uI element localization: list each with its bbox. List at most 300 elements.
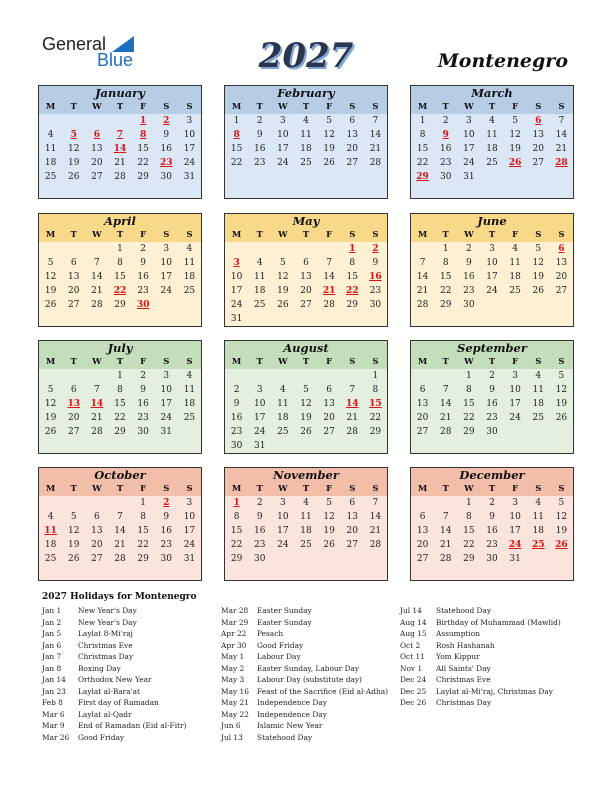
empty-cell bbox=[248, 312, 271, 326]
date-cell: 21 bbox=[369, 526, 382, 536]
date-cell: 17 bbox=[160, 272, 172, 282]
date-cell: 23 bbox=[463, 286, 475, 296]
weekday-label: M bbox=[417, 102, 428, 112]
week-row bbox=[225, 156, 387, 170]
holiday-date: May 22 bbox=[221, 709, 249, 719]
holiday-name: Islamic New Year bbox=[257, 721, 323, 730]
holiday-date: Oct 11 bbox=[400, 652, 425, 661]
date-cell: 19 bbox=[555, 526, 568, 536]
date-cell: 23 bbox=[230, 427, 243, 437]
date-cell: 11 bbox=[300, 130, 312, 140]
date-cell: 23 bbox=[137, 286, 149, 296]
date-cell: 17 bbox=[277, 526, 289, 536]
date-cell: 21 bbox=[555, 144, 568, 154]
weekday-header-row bbox=[225, 355, 387, 369]
date-cell: 7 bbox=[558, 116, 565, 126]
holiday-date-cell: 14 bbox=[346, 399, 359, 409]
empty-cell bbox=[294, 552, 317, 566]
date-cell: 22 bbox=[230, 540, 243, 550]
date-cell: 26 bbox=[67, 554, 80, 564]
date-cell: 17 bbox=[509, 526, 521, 536]
weekday-header-row bbox=[39, 355, 201, 369]
date-cell: 22 bbox=[369, 413, 382, 423]
date-cell: 31 bbox=[183, 172, 196, 182]
date-cell: 30 bbox=[230, 441, 243, 451]
date-cell: 22 bbox=[463, 413, 475, 423]
date-cell: 17 bbox=[183, 144, 196, 154]
empty-cell bbox=[527, 552, 550, 566]
empty-cell bbox=[527, 425, 550, 439]
holiday-date-cell: 2 bbox=[163, 498, 170, 508]
week-row bbox=[225, 439, 387, 453]
empty-cell bbox=[318, 312, 341, 326]
holiday-date-cell: 6 bbox=[535, 116, 542, 126]
date-cell: 29 bbox=[114, 300, 126, 310]
holiday-date: May 3 bbox=[221, 675, 245, 684]
empty-cell bbox=[62, 242, 85, 256]
date-cell: 16 bbox=[230, 413, 243, 423]
empty-cell bbox=[85, 369, 108, 383]
holiday-name: Yom Kippur bbox=[436, 652, 480, 661]
date-cell: 9 bbox=[489, 385, 495, 395]
weekday-label: M bbox=[45, 357, 56, 367]
holiday-date: Mar 28 bbox=[221, 606, 249, 615]
holiday-name: End of Ramadan (Eid al-Fitr) bbox=[78, 721, 187, 730]
weekday-label: T bbox=[256, 102, 263, 112]
date-cell: 27 bbox=[555, 286, 568, 296]
date-cell: 21 bbox=[91, 286, 103, 296]
date-cell: 15 bbox=[114, 399, 126, 409]
week-row bbox=[411, 552, 573, 566]
date-cell: 9 bbox=[489, 512, 495, 522]
week-row bbox=[225, 369, 387, 383]
weekday-label: W bbox=[92, 102, 102, 112]
empty-cell bbox=[550, 170, 573, 184]
date-cell: 11 bbox=[509, 258, 521, 268]
date-cell: 23 bbox=[253, 540, 266, 550]
weekday-label: T bbox=[116, 230, 124, 240]
date-cell: 16 bbox=[463, 272, 475, 282]
date-cell: 9 bbox=[233, 399, 240, 409]
date-cell: 3 bbox=[279, 116, 286, 126]
holiday-name: Good Friday bbox=[257, 640, 304, 650]
weekday-label: F bbox=[326, 484, 333, 494]
holiday-date-cell: 6 bbox=[93, 130, 100, 140]
date-cell: 2 bbox=[233, 385, 240, 395]
weekday-header-row bbox=[39, 100, 201, 114]
date-cell: 26 bbox=[44, 427, 57, 437]
weekday-label: T bbox=[116, 484, 124, 494]
date-cell: 5 bbox=[47, 385, 54, 395]
date-cell: 8 bbox=[419, 130, 426, 140]
date-cell: 24 bbox=[277, 158, 289, 168]
week-row bbox=[411, 538, 573, 552]
date-cell: 6 bbox=[326, 385, 332, 395]
date-cell: 14 bbox=[323, 272, 335, 282]
date-cell: 5 bbox=[558, 498, 565, 508]
date-cell: 25 bbox=[300, 540, 312, 550]
date-cell: 12 bbox=[509, 130, 521, 140]
date-cell: 11 bbox=[300, 512, 312, 522]
week-row bbox=[225, 298, 387, 312]
date-cell: 27 bbox=[67, 427, 80, 437]
weekday-label: F bbox=[326, 230, 333, 240]
empty-cell bbox=[550, 425, 573, 439]
weekday-label: T bbox=[488, 357, 496, 367]
weekday-label: T bbox=[442, 484, 449, 494]
date-cell: 25 bbox=[44, 172, 57, 182]
date-cell: 2 bbox=[256, 116, 263, 126]
date-cell: 19 bbox=[44, 286, 57, 296]
empty-cell bbox=[178, 425, 201, 439]
weekday-label: S bbox=[163, 102, 170, 112]
holiday-date: Aug 15 bbox=[400, 629, 427, 638]
date-cell: 24 bbox=[183, 540, 196, 550]
weekday-label: M bbox=[231, 357, 242, 367]
holiday-name: First day of Ramadan bbox=[78, 698, 159, 707]
weekday-label: M bbox=[231, 102, 242, 112]
weekday-label: T bbox=[302, 357, 310, 367]
holiday-column bbox=[42, 605, 186, 743]
date-cell: 28 bbox=[346, 427, 358, 437]
holiday-date: May 21 bbox=[221, 698, 249, 707]
date-cell: 28 bbox=[323, 300, 335, 310]
date-cell: 10 bbox=[463, 130, 475, 140]
weekday-label: S bbox=[558, 102, 565, 112]
weekday-label: W bbox=[278, 230, 288, 240]
empty-cell bbox=[39, 496, 62, 510]
date-cell: 29 bbox=[346, 300, 358, 310]
holiday-item bbox=[42, 732, 186, 744]
empty-cell bbox=[364, 439, 387, 453]
date-cell: 2 bbox=[489, 498, 495, 508]
weekday-label: S bbox=[372, 102, 379, 112]
weekday-label: S bbox=[349, 484, 356, 494]
date-cell: 17 bbox=[509, 399, 521, 409]
calendar-year: 2027 bbox=[258, 36, 354, 76]
empty-cell bbox=[178, 298, 201, 312]
date-cell: 30 bbox=[486, 554, 498, 564]
weekday-label: T bbox=[302, 230, 310, 240]
weekday-label: S bbox=[372, 484, 379, 494]
date-cell: 3 bbox=[512, 498, 518, 508]
weekday-label: M bbox=[417, 357, 428, 367]
date-cell: 20 bbox=[346, 144, 358, 154]
date-cell: 4 bbox=[535, 498, 542, 508]
date-cell: 5 bbox=[558, 371, 565, 381]
date-cell: 4 bbox=[303, 498, 309, 508]
date-cell: 30 bbox=[486, 427, 498, 437]
date-cell: 23 bbox=[253, 158, 266, 168]
empty-cell bbox=[39, 242, 62, 256]
date-cell: 13 bbox=[91, 144, 103, 154]
empty-cell bbox=[318, 369, 341, 383]
date-cell: 9 bbox=[256, 130, 263, 140]
date-cell: 9 bbox=[372, 258, 379, 268]
week-row bbox=[411, 510, 573, 524]
holiday-name: Easter Sunday bbox=[257, 617, 312, 627]
empty-cell bbox=[364, 312, 387, 326]
date-cell: 27 bbox=[532, 158, 544, 168]
week-row bbox=[411, 142, 573, 156]
date-cell: 7 bbox=[349, 385, 356, 395]
date-cell: 8 bbox=[465, 512, 472, 522]
holiday-date-cell: 28 bbox=[555, 158, 568, 168]
date-cell: 29 bbox=[463, 427, 475, 437]
date-cell: 7 bbox=[117, 512, 123, 522]
date-cell: 18 bbox=[300, 526, 312, 536]
week-row bbox=[411, 298, 573, 312]
holiday-date-cell: 13 bbox=[67, 399, 80, 409]
date-cell: 12 bbox=[300, 399, 312, 409]
date-cell: 5 bbox=[70, 512, 77, 522]
holiday-name: Birthday of Muhammad (Mawlid) bbox=[436, 617, 561, 627]
empty-cell bbox=[62, 369, 85, 383]
week-row bbox=[225, 552, 387, 566]
date-cell: 6 bbox=[70, 258, 77, 268]
date-cell: 5 bbox=[535, 244, 542, 254]
date-cell: 19 bbox=[44, 413, 57, 423]
week-row bbox=[225, 128, 387, 142]
date-cell: 29 bbox=[137, 172, 149, 182]
week-row bbox=[225, 284, 387, 298]
date-cell: 24 bbox=[160, 286, 172, 296]
date-cell: 8 bbox=[349, 258, 356, 268]
date-cell: 23 bbox=[137, 413, 149, 423]
holiday-item bbox=[221, 732, 388, 744]
country-name: Montenegro bbox=[437, 50, 568, 72]
date-cell: 1 bbox=[233, 116, 240, 126]
date-cell: 9 bbox=[465, 258, 472, 268]
date-cell: 29 bbox=[137, 554, 149, 564]
date-cell: 13 bbox=[300, 272, 312, 282]
date-cell: 24 bbox=[463, 158, 475, 168]
date-cell: 21 bbox=[114, 540, 126, 550]
date-cell: 16 bbox=[253, 144, 266, 154]
date-cell: 10 bbox=[183, 512, 196, 522]
empty-cell bbox=[411, 496, 434, 510]
holiday-date: Mar 29 bbox=[221, 617, 249, 627]
week-row bbox=[39, 114, 201, 128]
date-cell: 22 bbox=[416, 158, 429, 168]
date-cell: 22 bbox=[439, 286, 452, 296]
week-row bbox=[39, 496, 201, 510]
week-row bbox=[411, 496, 573, 510]
weekday-header-row bbox=[411, 100, 573, 114]
date-cell: 27 bbox=[323, 427, 335, 437]
date-cell: 13 bbox=[346, 130, 358, 140]
month-march bbox=[410, 85, 574, 199]
weekday-header-row bbox=[225, 228, 387, 242]
weekday-label: M bbox=[231, 230, 242, 240]
holiday-date-cell: 1 bbox=[233, 498, 240, 508]
date-cell: 17 bbox=[230, 286, 243, 296]
date-cell: 21 bbox=[369, 144, 382, 154]
holiday-date: Nov 1 bbox=[400, 663, 423, 673]
week-row bbox=[225, 425, 387, 439]
date-cell: 11 bbox=[532, 512, 544, 522]
weekday-label: F bbox=[512, 230, 519, 240]
date-cell: 13 bbox=[416, 399, 429, 409]
date-cell: 3 bbox=[512, 371, 518, 381]
date-cell: 25 bbox=[183, 286, 196, 296]
date-cell: 8 bbox=[233, 512, 240, 522]
date-cell: 27 bbox=[346, 540, 358, 550]
empty-cell bbox=[527, 170, 550, 184]
date-cell: 13 bbox=[532, 130, 544, 140]
holiday-date-cell: 25 bbox=[532, 540, 545, 550]
month-title: December bbox=[411, 468, 573, 482]
holiday-item bbox=[221, 709, 388, 721]
date-cell: 22 bbox=[463, 540, 475, 550]
date-cell: 2 bbox=[140, 371, 146, 381]
weekday-label: S bbox=[535, 102, 542, 112]
holiday-item bbox=[221, 640, 388, 652]
weekday-label: T bbox=[488, 230, 496, 240]
weekday-label: W bbox=[464, 102, 474, 112]
holiday-date: Jul 13 bbox=[221, 732, 243, 742]
holiday-name: Pesach bbox=[257, 629, 284, 638]
date-cell: 5 bbox=[326, 498, 332, 508]
week-row bbox=[39, 383, 201, 397]
date-cell: 4 bbox=[489, 116, 495, 126]
date-cell: 6 bbox=[349, 116, 356, 126]
holiday-item bbox=[42, 617, 186, 629]
date-cell: 5 bbox=[512, 116, 518, 126]
date-cell: 4 bbox=[535, 371, 542, 381]
date-cell: 17 bbox=[253, 413, 266, 423]
holiday-name: Laylat al-Bara'at bbox=[78, 686, 141, 696]
date-cell: 3 bbox=[163, 371, 170, 381]
date-cell: 2 bbox=[256, 498, 263, 508]
date-cell: 2 bbox=[489, 371, 495, 381]
date-cell: 9 bbox=[256, 512, 263, 522]
date-cell: 3 bbox=[256, 385, 263, 395]
week-row bbox=[225, 538, 387, 552]
holiday-name: Labour Day (substitute day) bbox=[257, 675, 362, 684]
week-row bbox=[39, 510, 201, 524]
date-cell: 15 bbox=[230, 526, 243, 536]
week-row bbox=[225, 411, 387, 425]
empty-cell bbox=[108, 114, 131, 128]
date-cell: 10 bbox=[509, 512, 521, 522]
date-cell: 4 bbox=[186, 244, 193, 254]
date-cell: 3 bbox=[186, 116, 193, 126]
date-cell: 7 bbox=[93, 385, 100, 395]
week-row bbox=[411, 383, 573, 397]
week-row bbox=[411, 411, 573, 425]
date-cell: 25 bbox=[253, 300, 266, 310]
weekday-label: S bbox=[349, 357, 356, 367]
date-cell: 30 bbox=[439, 172, 452, 182]
weekday-label: T bbox=[442, 357, 449, 367]
date-cell: 20 bbox=[555, 272, 568, 282]
weekday-label: F bbox=[512, 484, 519, 494]
date-cell: 18 bbox=[532, 526, 544, 536]
date-cell: 28 bbox=[369, 158, 382, 168]
date-cell: 6 bbox=[349, 498, 356, 508]
date-cell: 11 bbox=[277, 399, 289, 409]
date-cell: 10 bbox=[160, 258, 172, 268]
date-cell: 19 bbox=[67, 158, 80, 168]
week-row bbox=[39, 256, 201, 270]
date-cell: 27 bbox=[300, 300, 312, 310]
date-cell: 27 bbox=[346, 158, 358, 168]
weekday-label: T bbox=[442, 102, 449, 112]
weekday-label: S bbox=[558, 230, 565, 240]
date-cell: 8 bbox=[465, 385, 472, 395]
holiday-date-cell: 8 bbox=[233, 130, 240, 140]
empty-cell bbox=[62, 114, 85, 128]
holiday-date-cell: 1 bbox=[140, 116, 147, 126]
empty-cell bbox=[411, 242, 434, 256]
weekday-label: S bbox=[349, 230, 356, 240]
date-cell: 7 bbox=[372, 498, 379, 508]
holiday-date-cell: 5 bbox=[70, 130, 77, 140]
date-cell: 27 bbox=[416, 427, 429, 437]
empty-cell bbox=[341, 552, 364, 566]
weekday-label: T bbox=[302, 102, 310, 112]
empty-cell bbox=[480, 298, 503, 312]
weekday-label: S bbox=[163, 230, 170, 240]
holiday-date-cell: 26 bbox=[508, 158, 522, 168]
date-cell: 20 bbox=[416, 540, 429, 550]
date-cell: 18 bbox=[253, 286, 266, 296]
date-cell: 29 bbox=[369, 427, 382, 437]
date-cell: 18 bbox=[183, 399, 196, 409]
weekday-label: S bbox=[535, 357, 542, 367]
date-cell: 21 bbox=[416, 286, 429, 296]
holiday-item bbox=[42, 605, 186, 617]
date-cell: 4 bbox=[186, 371, 193, 381]
holiday-date-cell: 22 bbox=[113, 286, 127, 296]
holiday-name: Feast of the Sacrifice (Eid al-Adha) bbox=[257, 686, 389, 696]
holiday-name: Christmas Day bbox=[436, 698, 492, 707]
date-cell: 12 bbox=[555, 512, 568, 522]
date-cell: 21 bbox=[346, 413, 358, 423]
date-cell: 28 bbox=[439, 554, 452, 564]
date-cell: 19 bbox=[323, 526, 335, 536]
date-cell: 24 bbox=[277, 540, 289, 550]
week-row bbox=[225, 383, 387, 397]
holiday-name: Statehood Day bbox=[257, 732, 313, 742]
holiday-date-cell: 26 bbox=[555, 540, 568, 550]
date-cell: 17 bbox=[277, 144, 289, 154]
date-cell: 24 bbox=[230, 300, 243, 310]
date-cell: 9 bbox=[163, 130, 170, 140]
holiday-date: Jan 1 bbox=[42, 606, 62, 615]
week-row bbox=[39, 142, 201, 156]
date-cell: 11 bbox=[486, 130, 498, 140]
date-cell: 23 bbox=[160, 540, 172, 550]
week-row bbox=[411, 284, 573, 298]
date-cell: 19 bbox=[532, 272, 544, 282]
holiday-item bbox=[400, 674, 561, 686]
date-cell: 14 bbox=[439, 399, 452, 409]
holiday-item bbox=[221, 674, 388, 686]
date-cell: 23 bbox=[486, 413, 498, 423]
date-cell: 7 bbox=[326, 258, 332, 268]
empty-cell bbox=[85, 114, 108, 128]
week-row bbox=[225, 397, 387, 411]
date-cell: 7 bbox=[93, 258, 100, 268]
date-cell: 15 bbox=[346, 272, 358, 282]
weekday-label: S bbox=[558, 357, 565, 367]
date-cell: 14 bbox=[369, 512, 382, 522]
holiday-name: Boxing Day bbox=[78, 663, 121, 673]
month-september bbox=[410, 340, 574, 454]
empty-cell bbox=[504, 170, 527, 184]
